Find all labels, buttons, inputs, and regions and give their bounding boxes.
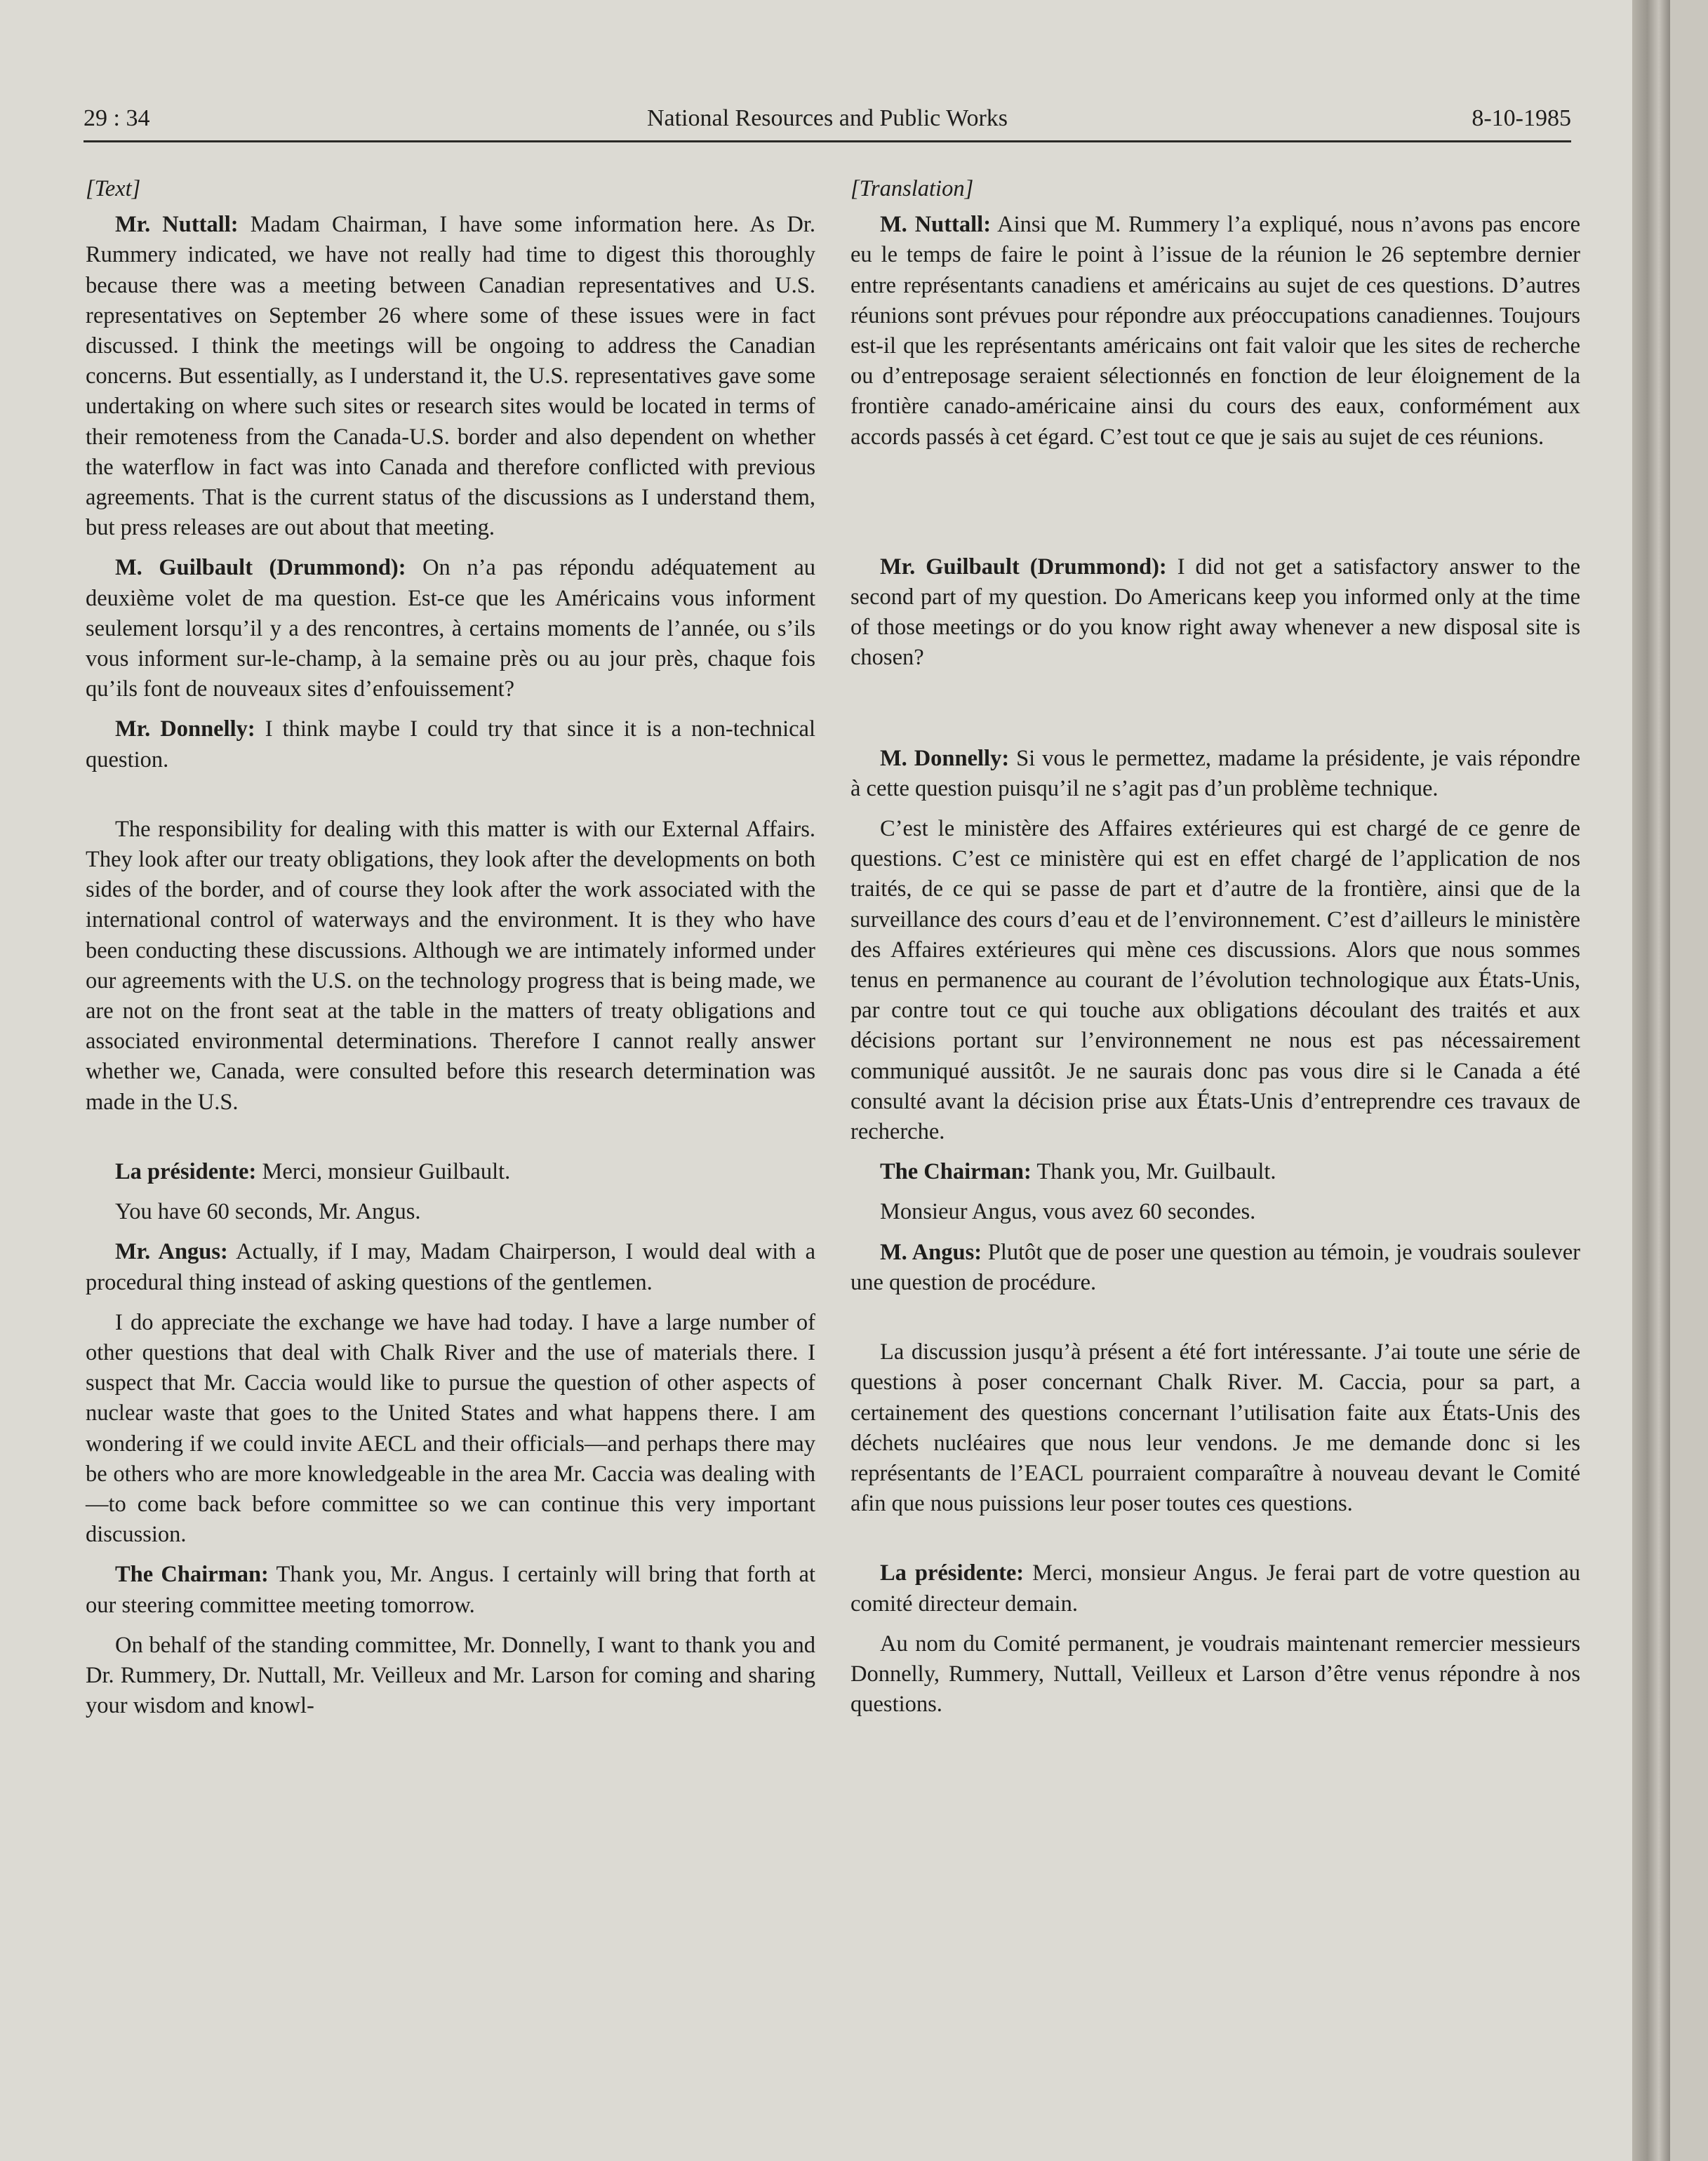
- paragraph: La discussion jusqu’à présent a été fort intéressante. J’ai toute une série de questions à poser concernant Chalk River. M. Caccia, pour sa part, a certainement des questions concernant l’utilisation faite aux États-Unis des déchets nucléaires que nous leur vendons. Je me demande donc si les représentants de l’EACL pourraient comparaître à nouveau devant le Comité afin que nous puissions leur poser toutes ces questions.: [850, 1339, 1580, 1517]
- paragraph: [850, 1157, 1580, 1187]
- paragraph-text: Madam Chairman, I have some information here. As Dr. Rummery indicated, we have not really had time to digest this thoroughly because there was a meeting between Canadian representatives and U.S. representatives on September 26 where some of these issues were in fact discussed. I think the meetings will be ongoing to address the Canadian concerns. But essentially, as I understand it, the U.S. representatives gave some undertaking on where such sites or research sites would be located in terms of their remoteness from the Canada-U.S. border and also dependent on whether the waterflow in fact was into Canada and therefore conflicted with previous agreements. That is the current status of the discussions as I understand them, but press releases are out about that meeting.: [86, 212, 815, 541]
- paragraph: [850, 210, 1580, 453]
- translation-tag: [Translation]: [850, 176, 974, 201]
- speaker-name: M. Nuttall:: [880, 212, 992, 238]
- speaker-name: The Chairman:: [880, 1159, 1032, 1185]
- header-date: 8-10-1985: [1472, 105, 1571, 131]
- paragraph-text: I did not get a satisfactory answer to the second part of my question. Do Americans keep you informed only at the time of those meetings or do you know right away whenever a new disposal site is chosen?: [850, 554, 1580, 671]
- speaker-name: M. Donnelly:: [880, 745, 1010, 771]
- speaker-name: La présidente:: [880, 1560, 1025, 1586]
- paragraph: [86, 714, 815, 775]
- speaker-name: Mr. Angus:: [115, 1239, 228, 1265]
- paragraph-text: Si vous le permettez, madame la présidente, je vais répondre à cette question puisqu’il ne s’agit pas d’un problème technique.: [850, 745, 1581, 801]
- paragraph-text: Merci, monsieur Guilbault.: [256, 1158, 511, 1184]
- paragraph-text: Plutôt que de poser une question au témoin, je voudrais soulever une question de procédure.: [850, 1239, 1580, 1295]
- paragraph: [86, 553, 815, 704]
- paragraph: Au nom du Comité permanent, je voudrais maintenant remercier messieurs Donnelly, Rummery, Nuttall, Veilleux et Larson d’être venus répondre à nos questions.: [850, 1631, 1580, 1718]
- paragraph: [850, 1238, 1580, 1298]
- speaker-name: M. Guilbault (Drummond):: [115, 555, 406, 581]
- paragraph: [86, 210, 815, 543]
- paragraph: The responsibility for dealing with this matter is with our External Affairs. They look after our treaty obligations, they look after the developments on both sides of the border, and of course they look after the work associated with the international control of waterways and the environment. It is they who have been conducting these discussions. Although we are intimately informed under our agreements with the U.S. on the technology progress that is being made, we are not on the front seat at the table in the matters of treaty obligations and associated environmental determinations. Therefore I cannot really answer whether we, Canada, were consulted before this research determination was made in the U.S.: [86, 816, 815, 1115]
- running-header: [84, 102, 1571, 142]
- speaker-name: M. Angus:: [880, 1239, 982, 1265]
- paragraph-text: On n’a pas répondu adéquatement au deuxième volet de ma question. Est-ce que les Américains vous informent seulement lorsqu’il y a des rencontres, à certains moments de l’année, ou s’ils vous informent sur-le-champ, à la semaine près ou au jour près, chaque fois qu’ils font de nouveaux sites d’enfouissement?: [86, 555, 815, 702]
- speaker-name: Mr. Donnelly:: [115, 716, 255, 742]
- right-column: [850, 174, 1580, 1720]
- text-tag: [Text]: [86, 176, 141, 201]
- header-title: National Resources and Public Works: [646, 105, 1008, 131]
- paragraph-text: Thank you, Mr. Angus. I certainly will bring that forth at our steering committee meeting tomorrow.: [86, 1562, 815, 1618]
- speaker-name: The Chairman:: [115, 1562, 269, 1588]
- paragraph: You have 60 seconds, Mr. Angus.: [115, 1199, 421, 1225]
- paragraph: [86, 1237, 815, 1297]
- paragraph: Monsieur Angus, vous avez 60 secondes.: [880, 1199, 1256, 1225]
- speaker-name: Mr. Guilbault (Drummond):: [880, 554, 1167, 580]
- page-number: 29 : 34: [84, 105, 150, 131]
- paragraph: [86, 1157, 815, 1187]
- paragraph: C’est le ministère des Affaires extérieures qui est chargé de ce genre de questions. C’est ce ministère qui est en effet chargé de l’application de nos traités, de ce qui se passe de part et d’autre de la frontière, ainsi que de la surveillance des cours d’eau et de l’environnement. C’est d’ailleurs le ministère des Affaires extérieures qui mène ces discussions. Alors que nous sommes tenus en permanence au courant de l’évolution technologique aux États-Unis, par contre tout ce qui touche aux obligations découlant des traités et aux décisions portant sur l’environnement ne nous est pas nécessairement communiqué aussitôt. Je ne saurais donc pas vous dire si le Canada a été consulté avant la décision prise aux États-Unis d’entreprendre ces travaux de recherche.: [850, 816, 1580, 1145]
- paragraph: [850, 744, 1580, 804]
- paragraph: [850, 1558, 1580, 1619]
- paragraph-text: Thank you, Mr. Guilbault.: [1031, 1159, 1276, 1185]
- header-rule: [84, 140, 1571, 142]
- left-column: [86, 174, 815, 1721]
- paragraph: [86, 1560, 815, 1620]
- speaker-name: Mr. Nuttall:: [115, 212, 239, 238]
- paragraph-text: Actually, if I may, Madam Chairperson, I would deal with a procedural thing instead of asking questions of the gentlemen.: [86, 1239, 815, 1295]
- speaker-name: La présidente:: [115, 1158, 257, 1184]
- paragraph-text: Ainsi que M. Rummery l’a expliqué, nous n’avons pas encore eu le temps de faire le point à l’issue de la réunion le 26 septembre dernier entre représentants canadiens et américains au sujet de ces questions. D’autres réunions sont prévues pour répondre aux préoccupations canadiennes. Toujours est-il que les représentants américains ont fait valoir que les sites de recherche ou d’entreposage seraient sélectionnés en fonction de leur éloignement de la frontière canado-américaine ainsi du cours des eaux, conformément aux accords passés à cet égard. C’est tout ce que je sais au sujet de ces réunions.: [850, 212, 1580, 450]
- paragraph: On behalf of the standing committee, Mr. Donnelly, I want to thank you and Dr. Rummery, Dr. Nuttall, Mr. Veilleux and Mr. Larson for coming and sharing your wisdom and knowl-: [86, 1632, 815, 1719]
- page-binding-edge: [1632, 0, 1670, 2161]
- paragraph-text: Merci, monsieur Angus. Je ferai part de votre question au comité directeur demain.: [850, 1560, 1580, 1617]
- paragraph: [850, 552, 1580, 674]
- paragraph: I do appreciate the exchange we have had today. I have a large number of other questions that deal with Chalk River and the use of materials there. I suspect that Mr. Caccia would like to pursue the question of other aspects of nuclear waste that goes to the United States and what happens there. I am wondering if we could invite AECL and their officials—and perhaps there may be others who are more knowledgeable in the area Mr. Caccia was dealing with—to come back before committee so we can continue this very important discussion.: [86, 1309, 815, 1548]
- paragraph-text: I think maybe I could try that since it is a non-technical question.: [86, 716, 815, 772]
